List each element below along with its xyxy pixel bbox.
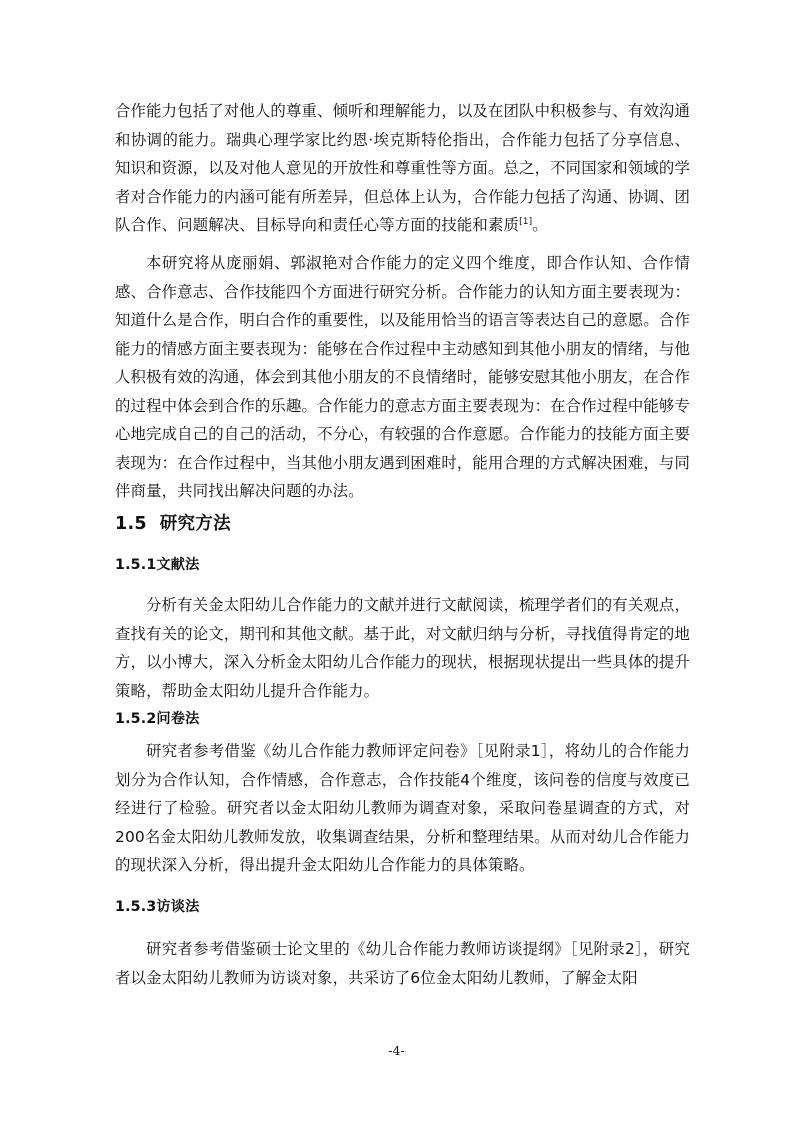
subsection-heading-literature-method xyxy=(115,555,200,575)
paragraph-interview-method: 研究者参考借鉴硕士论文里的《幼儿合作能力教师访谈提纲》［见附录2］，研究者以金太阳幼儿教师为访谈对象，共采访了6位金太阳幼儿教师，了解金太阳 xyxy=(115,940,690,987)
paragraph-questionnaire-method: 研究者参考借鉴《幼儿合作能力教师评定问卷》［见附录1］，将幼儿的合作能力划分为合作认知，合作情感，合作意志，合作技能4个维度，该问卷的信度与效度已经进行了检验。研究者以金太阳幼儿教师为调查对象，采取问卷星调查的方式，对200名金太阳幼儿教师发放，收集调查结果，分析和整理结果。从而对幼儿合作能力的现状深入分析，得出提升金太阳幼儿合作能力的具体策略。 xyxy=(115,742,690,874)
subsection-heading-interview-method xyxy=(115,897,200,917)
subsection-title: 问卷法 xyxy=(156,711,200,727)
subsection-heading-questionnaire-method xyxy=(115,709,200,729)
subsection-title: 访谈法 xyxy=(156,899,200,915)
subsection-number: 1.5.1 xyxy=(115,557,157,573)
subsection-title: 文献法 xyxy=(156,557,200,573)
paragraph-cooperation-definition xyxy=(115,97,690,240)
page-number: -4- xyxy=(388,1043,405,1058)
subsection-number: 1.5.3 xyxy=(115,899,157,915)
section-heading-research-methods xyxy=(115,512,231,536)
subsection-number: 1.5.2 xyxy=(115,711,157,727)
section-title: 研究方法 xyxy=(159,514,231,534)
citation-reference[interactable]: [1] xyxy=(519,217,533,227)
section-number: 1.5 xyxy=(115,514,147,534)
paragraph-text: 合作能力包括了对他人的尊重、倾听和理解能力，以及在团队中积极参与、有效沟通和协调的能力。瑞典心理学家比约恩·埃克斯特伦指出，合作能力包括了分享信息、知识和资源，以及对他人意见的开放性和尊重性等方面。总之，不同国家和领域的学者对合作能力的内涵可能有所差异，但总体上认为，合作能力包括了沟通、协调、团队合作、问题解决、目标导向和责任心等方面的技能和素质 xyxy=(115,102,691,234)
paragraph-literature-method: 分析有关金太阳幼儿合作能力的文献并进行文献阅读，梳理学者们的有关观点，查找有关的论文，期刊和其他文献。基于此，对文献归纳与分析，寻找值得肯定的地方，以小博大，深入分析金太阳幼儿合作能力的现状，根据现状提出一些具体的提升策略，帮助金太阳幼儿提升合作能力。 xyxy=(115,596,691,700)
paragraph-text-end: 。 xyxy=(532,216,548,234)
paragraph-research-dimensions: 本研究将从庞丽娟、郭淑艳对合作能力的定义四个维度，即合作认知、合作情感、合作意志、合作技能四个方面进行研究分析。合作能力的认知方面主要表现为：知道什么是合作，明白合作的重要性，以及能用恰当的语言等表达自己的意愿。合作能力的情感方面主要表现为：能够在合作过程中主动感知到其他小朋友的情绪，与他人积极有效的沟通，体会到其他小朋友的不良情绪时，能够安慰其他小朋友，在合作的过程中体会到合作的乐趣。合作能力的意志方面主要表现为：在合作过程中能够专心地完成自己的自己的活动，不分心，有较强的合作意愿。合作能力的技能方面主要表现为：在合作过程中，当其他小朋友遇到困难时，能用合理的方式解决困难，与同伴商量，共同找出解决问题的办法。 xyxy=(115,254,691,500)
